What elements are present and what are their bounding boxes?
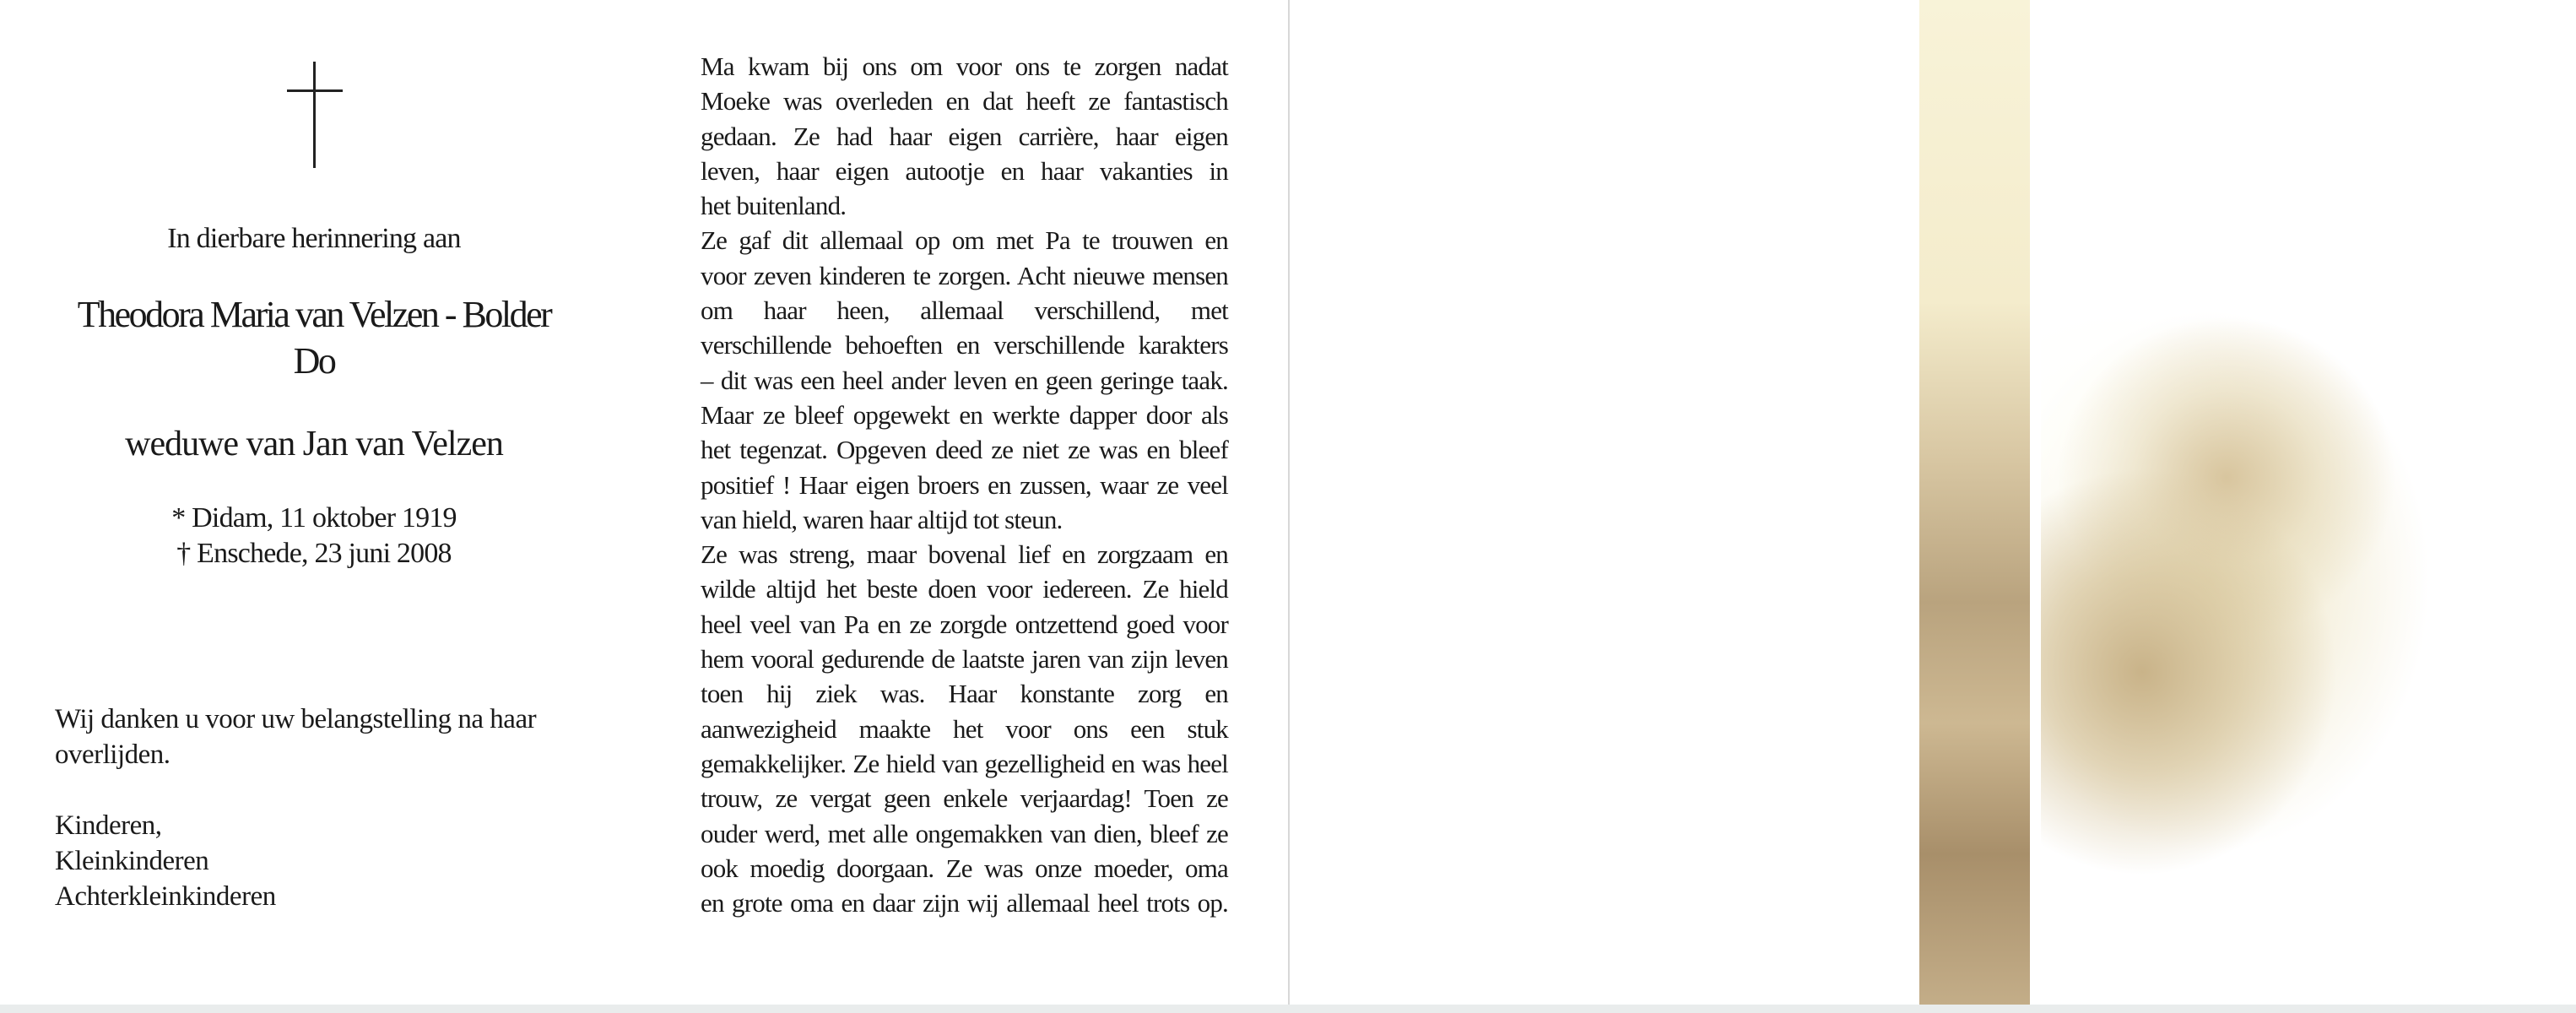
- text-line: – dit was een heel ander leven en geen geringe taak.: [701, 365, 1228, 395]
- intro-text: In dierbare herinnering aan: [167, 223, 461, 254]
- text-line: het tegenzat. Opgeven deed ze niet ze was en bleef: [701, 435, 1228, 465]
- text-line: toen hij ziek was. Haar konstante zorg en: [701, 679, 1228, 709]
- signatory: Achterkleinkinderen: [55, 881, 276, 912]
- text-line: het buitenland.: [701, 191, 847, 221]
- text-line: heel veel van Pa en ze zorgde ontzettend goed voor: [701, 609, 1228, 639]
- text-line: van hield, waren haar altijd tot steun.: [701, 504, 1063, 534]
- text-line: gemakkelijker. Ze hield van gezelligheid en was heel: [701, 748, 1228, 778]
- text-line: trouw, ze vergat geen enkele verjaardag! Toen ze: [701, 783, 1228, 814]
- deceased-name: Theodora Maria van Velzen - Bolder: [77, 294, 551, 335]
- text-line: Ma kwam bij ons om voor ons te zorgen nadat: [701, 51, 1228, 81]
- birth-date: * Didam, 11 oktober 1919: [171, 502, 457, 534]
- death-date: † Enschede, 23 juni 2008: [176, 538, 452, 569]
- text-line: wilde altijd het beste doen voor iedereen. Ze hield: [701, 574, 1228, 604]
- text-line: verschillende behoeften en verschillende karakters: [701, 330, 1228, 360]
- thanks-text: [55, 702, 536, 772]
- rose-image: [2041, 0, 2576, 1005]
- text-line: Maar ze bleef opgewekt en werkte dapper door als: [701, 399, 1228, 430]
- signatory: Kleinkinderen: [55, 846, 209, 876]
- deceased-nickname: Do: [293, 340, 335, 382]
- text-line: gedaan. Ze had haar eigen carrière, haar eigen: [701, 121, 1228, 151]
- thanks-line: overlijden.: [55, 739, 170, 770]
- text-line: ook moedig doorgaan. Ze was onze moeder, oma: [701, 853, 1228, 883]
- text-line: om haar heen, allemaal verschillend, met: [701, 295, 1228, 326]
- memorial-text: [701, 49, 1228, 920]
- scan-border: [0, 1005, 2576, 1013]
- signatories: [55, 808, 276, 914]
- thanks-line: Wij danken u voor uw belangstelling na haar: [55, 704, 537, 734]
- card-fold: [1288, 0, 1290, 1005]
- widow-of: weduwe van Jan van Velzen: [125, 425, 503, 463]
- text-line: Ze was streng, maar bovenal lief en zorgzaam en: [701, 539, 1228, 570]
- text-line: en grote oma en daar zijn wij allemaal heel trots op.: [701, 888, 1228, 918]
- text-line: Moeke was overleden en dat heeft ze fantastisch: [701, 86, 1228, 116]
- text-line: aanwezigheid maakte het voor ons een stuk: [701, 713, 1228, 744]
- text-line: hem vooral gedurende de laatste jaren van zijn leven: [701, 644, 1228, 674]
- signatory: Kinderen,: [55, 810, 162, 841]
- text-line: Ze gaf dit allemaal op om met Pa te trouwen en: [701, 225, 1228, 256]
- rose-image-strip: [1919, 0, 2030, 1005]
- text-line: voor zeven kinderen te zorgen. Acht nieuwe mensen: [701, 260, 1228, 290]
- text-line: positief ! Haar eigen broers en zussen, waar ze veel: [701, 469, 1228, 500]
- text-line: ouder werd, met alle ongemakken van dien, bleef ze: [701, 818, 1228, 848]
- text-line: leven, haar eigen autootje en haar vakanties in: [701, 155, 1228, 186]
